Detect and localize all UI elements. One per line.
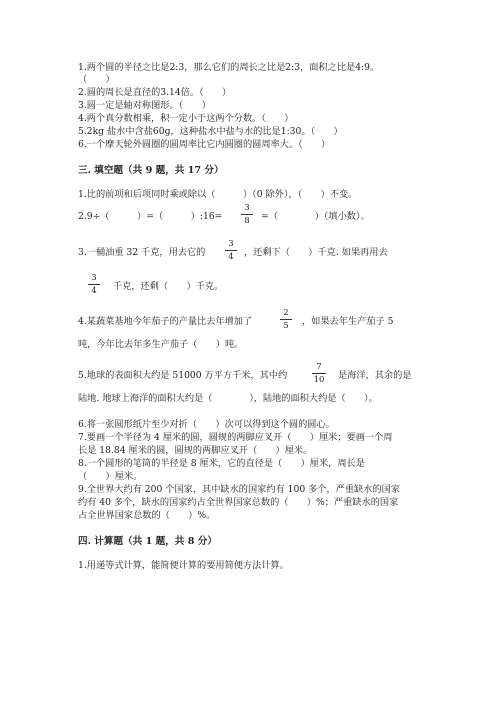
fill-q3-part1: 3.一桶油重 32 千克，用去它的 bbox=[78, 247, 206, 258]
fill-q4-part3: 吨，今年比去年多生产茄子（ ）吨。 bbox=[78, 339, 244, 350]
fill-q3-part2: ，还剩下（ ）千克. 如果再用去 bbox=[244, 247, 388, 258]
fraction-bar bbox=[241, 214, 253, 215]
section-calc-heading: 四. 计算题（共 1 题，共 8 分） bbox=[78, 536, 217, 547]
fraction-denominator: 10 bbox=[313, 375, 325, 385]
fraction-numerator: 7 bbox=[316, 362, 322, 372]
fraction-numerator: 2 bbox=[283, 308, 289, 318]
fill-q5-part2: 是海洋，其余的是 bbox=[338, 370, 412, 381]
fraction-denominator: 4 bbox=[91, 286, 97, 296]
fill-q2-fraction bbox=[240, 203, 254, 226]
fill-q4-fraction bbox=[279, 308, 293, 331]
fill-q8-line2: （ ）厘米。 bbox=[78, 471, 143, 482]
fill-q5-part3: 陆地. 地球上海洋的面积大约是（ ），陆地的面积大约是（ ）。 bbox=[78, 393, 378, 404]
fill-q4-part1: 4.某蔬菜基地今年茄子的产量比去年增加了 bbox=[78, 316, 253, 327]
fraction-numerator: 3 bbox=[244, 203, 250, 213]
fill-q2-part2: =（ ）（填小数）。 bbox=[261, 211, 370, 222]
fill-q2-part1: 2.9÷（ ）=（ ）:16= bbox=[78, 211, 223, 222]
fraction-bar bbox=[88, 284, 100, 285]
fill-q7-line1: 7.要画一个半径为 4 厘米的圆，圆规的两脚应叉开（ ）厘米；要画一个周 bbox=[78, 432, 393, 443]
fill-q3-fraction bbox=[224, 239, 238, 262]
calc-q1: 1.用递等式计算，能简便计算的要用简便方法计算。 bbox=[78, 560, 289, 571]
fraction-numerator: 3 bbox=[228, 239, 234, 249]
fill-q5-fraction bbox=[311, 362, 327, 385]
fraction-denominator: 4 bbox=[228, 252, 234, 262]
judge-q3: 3.圆一定是轴对称图形。（ ） bbox=[78, 100, 211, 111]
fill-q9-line1: 9.全世界大约有 200 个国家，其中缺水的国家约有 100 多个，严重缺水的国家 bbox=[78, 484, 400, 495]
fill-q8-line1: 8.一个圆形的笔筒的半径是 8 厘米，它的直径是（ ）厘米，周长是 bbox=[78, 458, 365, 469]
judge-q1-line2: （ ） bbox=[78, 74, 115, 85]
judge-q4: 4.两个真分数相乘，积一定小于这两个分数。（ ） bbox=[78, 113, 294, 124]
judge-q5: 5.2kg 盐水中含盐60g，这种盐水中盐与水的比是1:30。（ ） bbox=[78, 126, 343, 137]
fill-q5-part1: 5.地球的表面积大约是 51000 万平方千米，其中约 bbox=[78, 370, 288, 381]
fraction-bar bbox=[280, 319, 292, 320]
fraction-denominator: 8 bbox=[244, 216, 250, 226]
fraction-denominator: 5 bbox=[283, 321, 289, 331]
fraction-bar bbox=[225, 250, 237, 251]
fill-q4-part2: ，如果去年生产茄子 5 bbox=[302, 316, 394, 327]
judge-q2: 2.圆的周长是直径的3.14倍。（ ） bbox=[78, 87, 232, 98]
judge-q1-line1: 1.两个圆的半径之比是2:3，那么它们的周长之比是2:3，面积之比是4:9。 bbox=[78, 62, 380, 73]
fill-q3-fraction2 bbox=[87, 273, 101, 296]
fill-q9-line2: 约有 40 多个，缺水的国家约占全世界国家总数的（ ）%；严重缺水的国家 bbox=[78, 497, 399, 508]
section-fill-heading: 三. 填空题（共 9 题，共 17 分） bbox=[78, 165, 224, 176]
judge-q6: 6.一个摩天轮外圆圈的圆周率比它内圆圈的圆周率大。（ ） bbox=[78, 139, 331, 150]
fill-q3-part3: 千克，还剩（ ）千克。 bbox=[113, 281, 224, 292]
fill-q1: 1.比的前项和后项同时乘或除以（ ）（0 除外），（ ）不变。 bbox=[78, 189, 358, 200]
fraction-numerator: 3 bbox=[91, 273, 97, 283]
fill-q6: 6.将一张圆形纸片至少对折（ ）次可以得到这个圆的圆心。 bbox=[78, 419, 335, 430]
fraction-bar bbox=[312, 373, 326, 374]
fill-q9-line3: 占全世界国家总数的（ ）%。 bbox=[78, 510, 216, 521]
fill-q7-line2: 长是 18.84 厘米的圆，圆规的两脚应叉开（ ）厘米。 bbox=[78, 445, 313, 456]
